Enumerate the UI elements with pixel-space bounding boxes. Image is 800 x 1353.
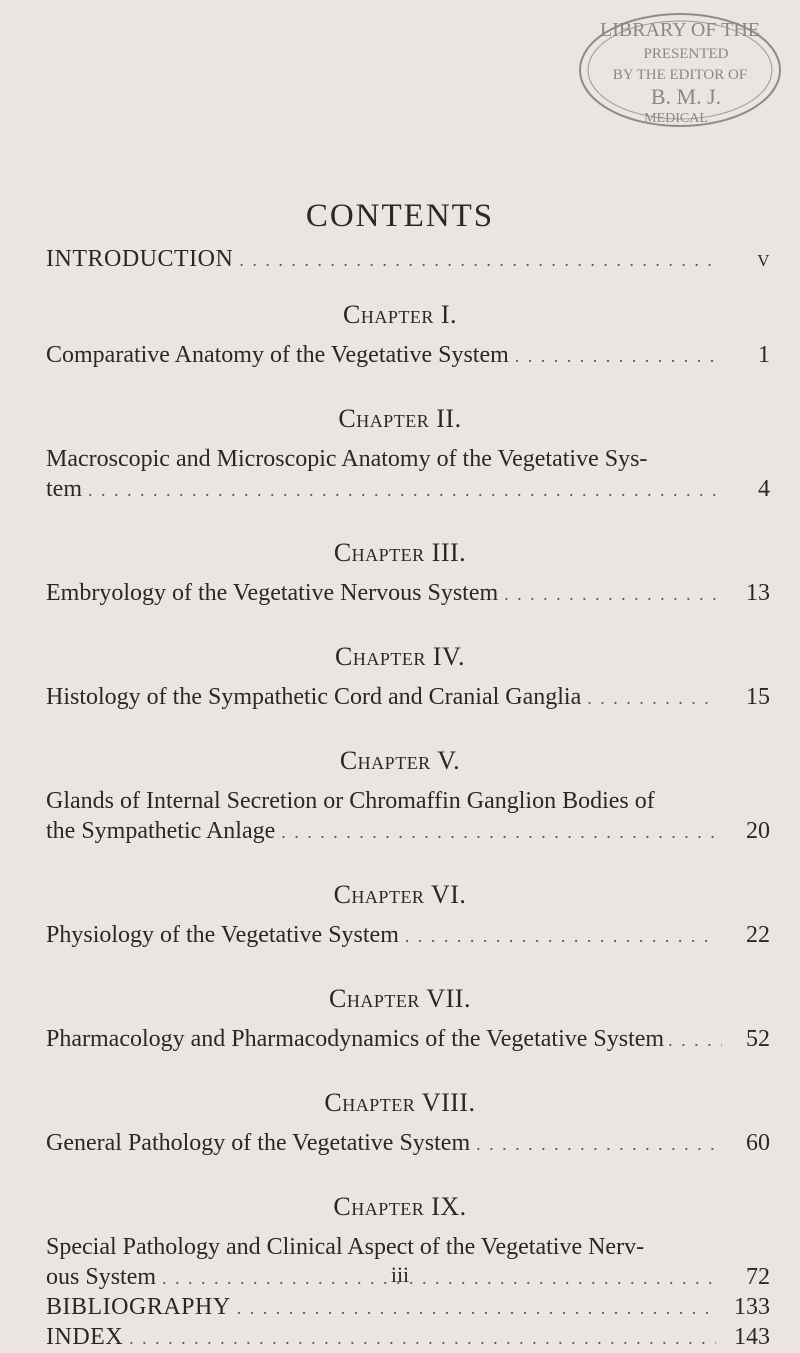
toc-label: Histology of the Sympathetic Cord and Cranial Ganglia xyxy=(46,684,582,710)
stamp-line-1: LIBRARY OF THE xyxy=(599,19,761,41)
chapter-heading: Chapter III. xyxy=(333,538,467,567)
stamp-line-2: PRESENTED xyxy=(643,46,729,62)
chapter-heading: Chapter I. xyxy=(342,300,457,329)
toc-entry-index xyxy=(46,1322,770,1352)
toc-label: the Sympathetic Anlage xyxy=(46,818,276,844)
toc-entry-chapter-1 xyxy=(46,340,770,370)
toc-page-number: 72 xyxy=(746,1264,770,1290)
page-title: CONTENTS xyxy=(305,198,495,234)
toc-label-line: Glands of Internal Secretion or Chromaffin Ganglion Bodies of xyxy=(46,788,655,814)
toc-label: Comparative Anatomy of the Vegetative System xyxy=(46,342,509,368)
chapter-heading: Chapter V. xyxy=(339,746,461,775)
toc-page-number: 1 xyxy=(758,342,770,368)
toc-label: BIBLIOGRAPHY xyxy=(46,1294,231,1320)
toc-page-number: 4 xyxy=(758,476,770,502)
toc-label: General Pathology of the Vegetative System xyxy=(46,1130,471,1156)
toc-page-number: 15 xyxy=(746,684,770,710)
stamp-line-4: B. M. J. xyxy=(650,84,722,109)
toc-entry-chapter-6 xyxy=(46,920,770,950)
toc-label: INDEX xyxy=(46,1324,124,1350)
toc-entry-bibliography xyxy=(46,1292,770,1322)
dot-leader xyxy=(281,817,716,847)
toc-label: INTRODUCTION xyxy=(46,246,234,272)
toc-label: Pharmacology and Pharmacodynamics of the Vegetative System xyxy=(46,1026,665,1052)
toc-page-number: v xyxy=(757,246,770,272)
dot-leader xyxy=(515,341,716,371)
chapter-heading: Chapter IV. xyxy=(335,642,465,671)
toc-page-number: 20 xyxy=(746,818,770,844)
chapter-heading: Chapter VII. xyxy=(329,984,471,1013)
toc-label: ous System xyxy=(46,1264,157,1290)
toc-page-number: 133 xyxy=(734,1294,770,1320)
toc-label: Physiology of the Vegetative System xyxy=(46,922,399,948)
dot-leader xyxy=(237,1293,716,1323)
toc-page-number: 22 xyxy=(746,922,770,948)
toc-entry-introduction xyxy=(46,244,770,274)
toc-label-line: Special Pathology and Clinical Aspect of the Vegetative Nerv- xyxy=(46,1234,645,1260)
stamp-line-3: BY THE EDITOR OF xyxy=(612,67,748,83)
toc-entry-chapter-3 xyxy=(46,578,770,608)
library-stamp xyxy=(568,6,786,134)
chapter-heading: Chapter VI. xyxy=(333,880,467,909)
dot-leader xyxy=(129,1323,716,1353)
toc-entry-chapter-5 xyxy=(46,786,770,846)
dot-leader xyxy=(668,1025,722,1055)
toc-entry-chapter-2 xyxy=(46,444,770,504)
chapter-heading: Chapter IX. xyxy=(333,1192,467,1221)
dot-leader xyxy=(405,921,716,951)
toc-entry-chapter-8 xyxy=(46,1128,770,1158)
toc-entry-chapter-7 xyxy=(46,1024,770,1054)
toc-page-number: 60 xyxy=(746,1130,770,1156)
toc-page-number: 13 xyxy=(746,580,770,606)
dot-leader xyxy=(239,245,716,275)
dot-leader xyxy=(476,1129,716,1159)
page-folio: iii xyxy=(390,1262,410,1287)
library-stamp-seal xyxy=(568,6,786,134)
dot-leader xyxy=(587,683,716,713)
chapter-heading: Chapter VIII. xyxy=(324,1088,476,1117)
toc-label-line: Macroscopic and Microscopic Anatomy of the Vegetative Sys- xyxy=(46,446,648,472)
stamp-line-5: MEDICAL xyxy=(644,111,708,126)
toc-label: tem xyxy=(46,476,82,502)
toc-entry-chapter-4 xyxy=(46,682,770,712)
dot-leader xyxy=(88,475,716,505)
chapter-heading: Chapter II. xyxy=(338,404,462,433)
toc-page-number: 52 xyxy=(746,1026,770,1052)
toc-label: Embryology of the Vegetative Nervous System xyxy=(46,580,499,606)
dot-leader xyxy=(504,579,716,609)
toc-page-number: 143 xyxy=(734,1324,770,1350)
